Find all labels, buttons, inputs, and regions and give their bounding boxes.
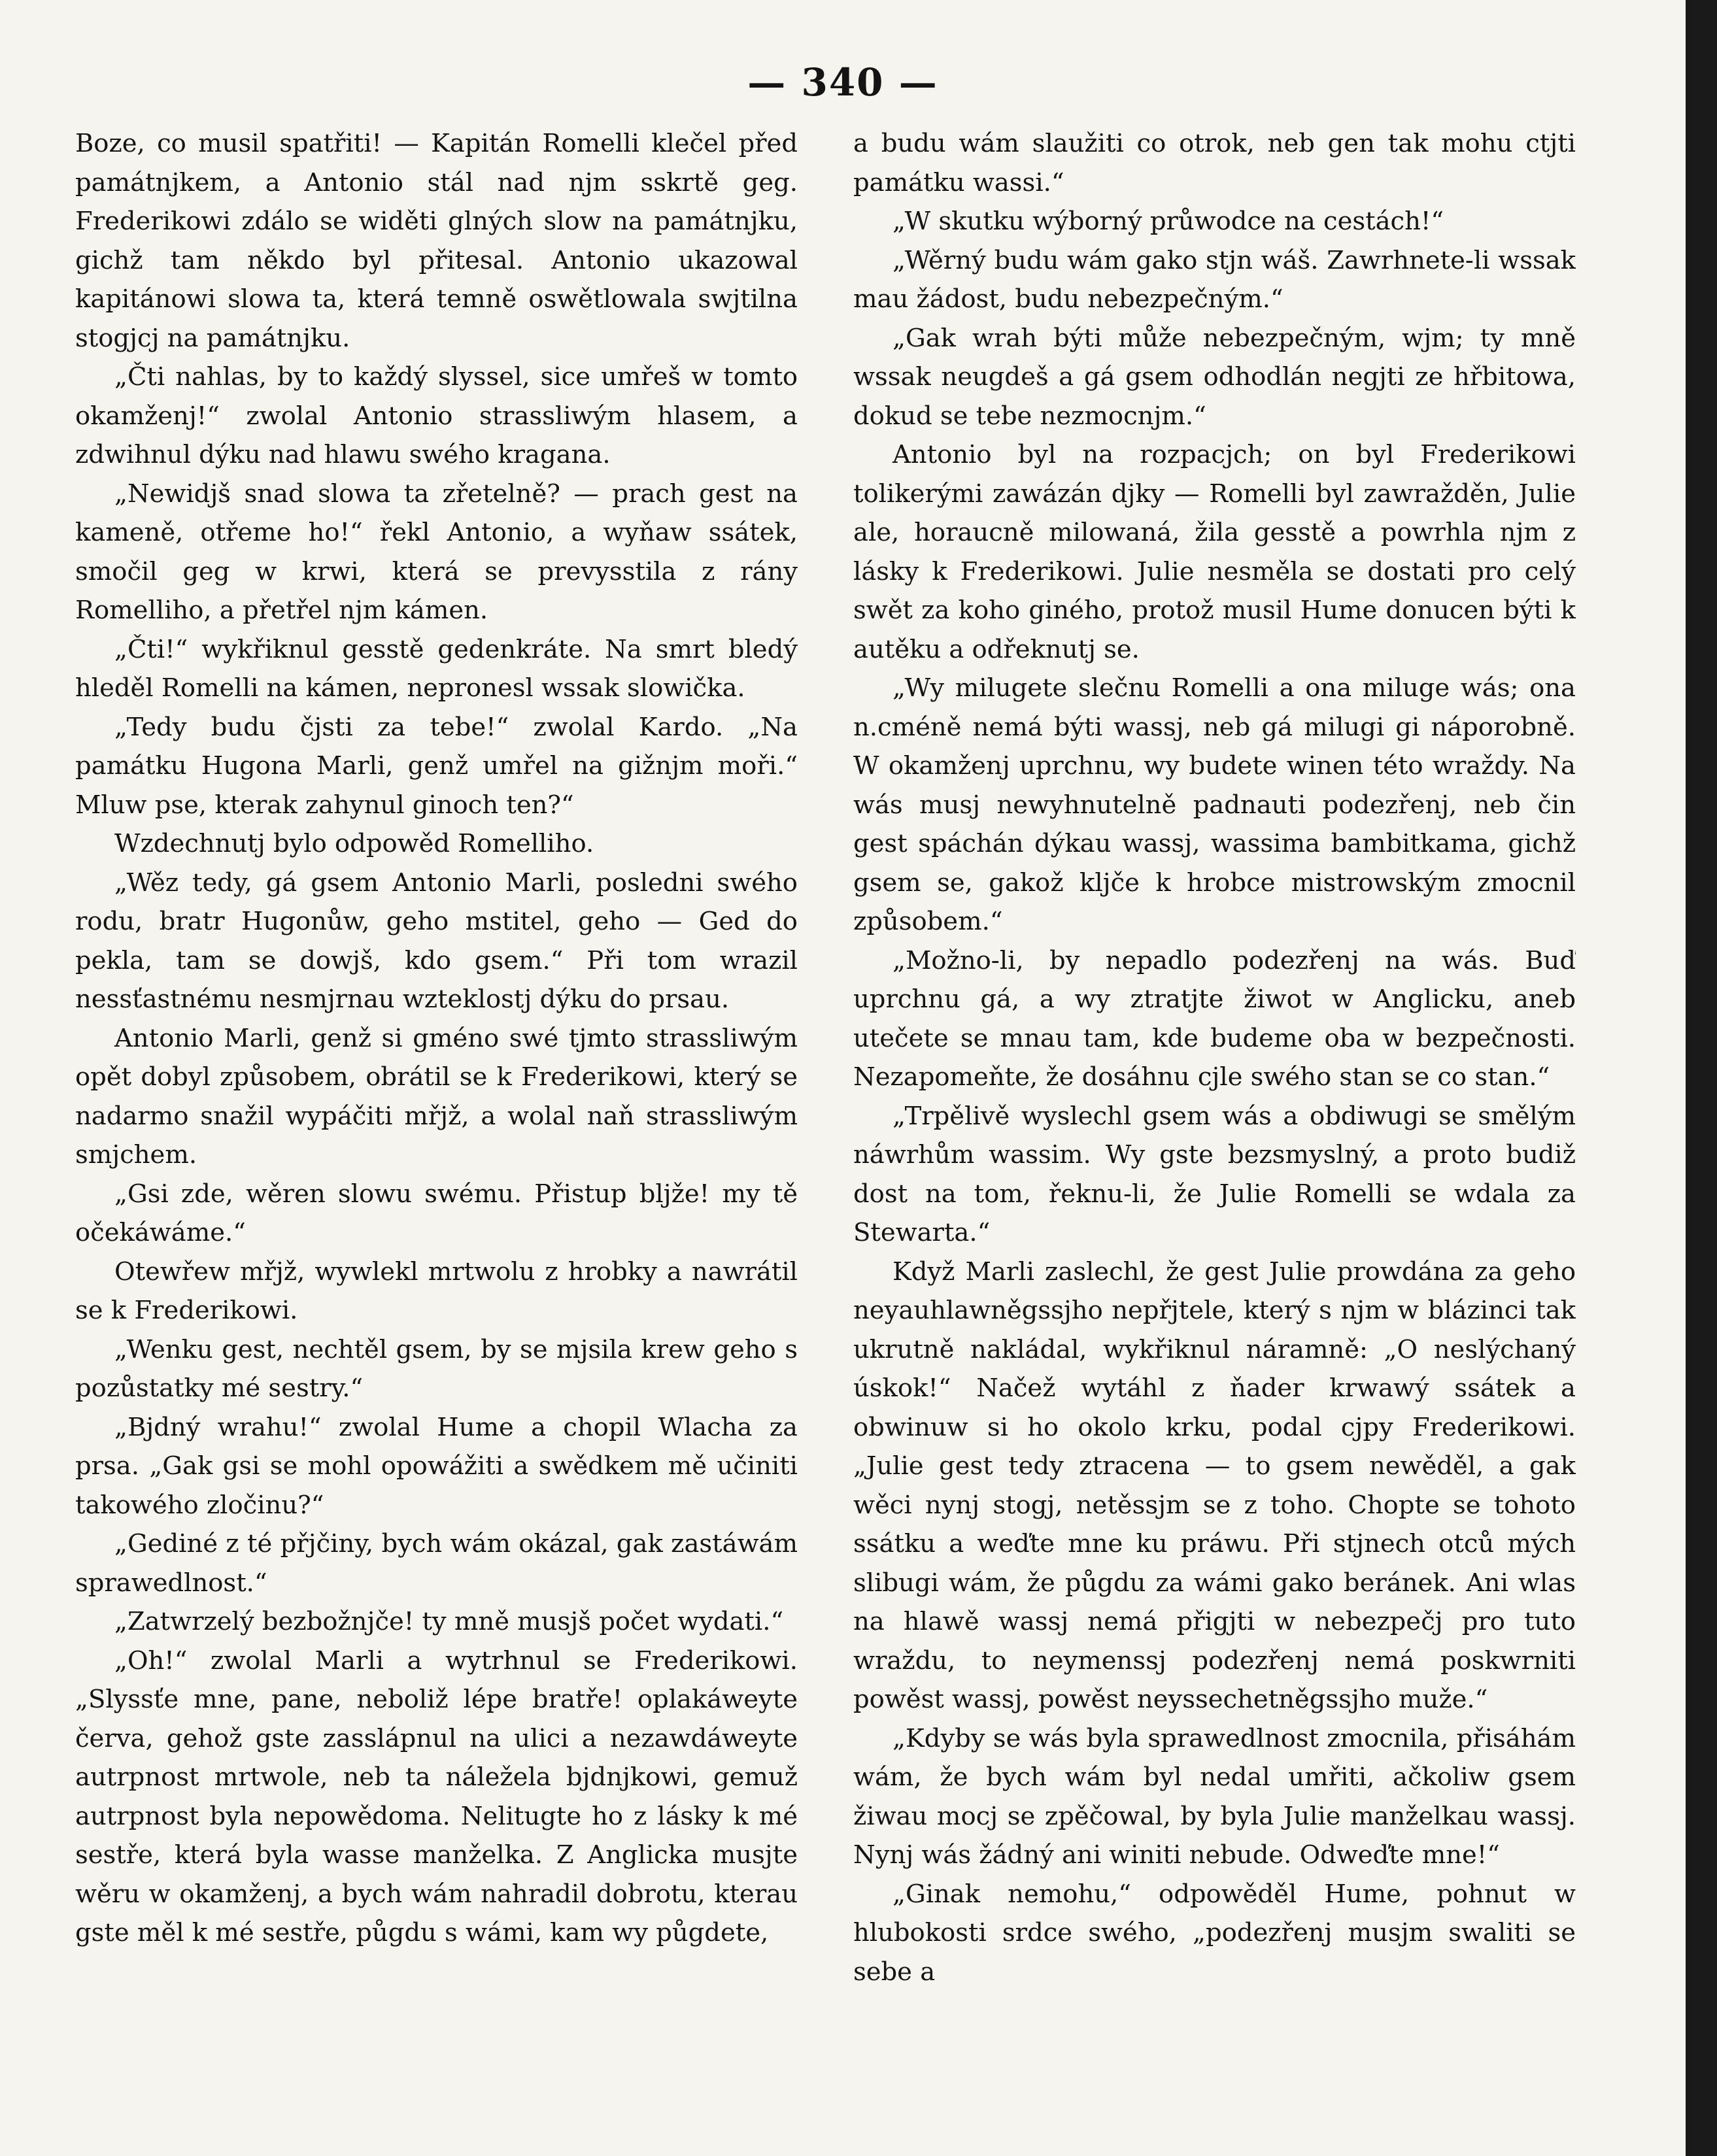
paragraph: „W skutku wýborný průwodce na cestách!“ bbox=[892, 207, 1444, 236]
right-column bbox=[853, 124, 1576, 2118]
paragraph: Když Marli zaslechl, že gest Julie prowdána za geho neyauhlawněgssjho nepřjtele, který s njm w blázinci tak ukrutně nakládal, wykřiknul náramně: „O neslýchaný úskok!“ Načež wytáhl z ňader krwawý ssátek a obwinuw si ho okolo krku, podal cjpy Frederikowi. „Julie gest tedy ztracena — to gsem newěděl, a gak wěci nynj stogj, netěssjm se z toho. Chopte se tohoto ssátku a weďte mne ku práwu. Při stjnech otců mých slibugi wám, že půgdu za wámi gako beránek. Ani wlas na hlawě wassj nemá přigjti w nebezpečj pro tuto wraždu, to neymenssj podezřenj nemá poskwrniti powěst wassj, powěst neyssechetněgssjho muže.“ bbox=[853, 1256, 1576, 1714]
paragraph: „Gak wrah býti může nebezpečným, wjm; ty mně wssak neugdeš a gá gsem odhodlán negjti ze hřbitowa, dokud se tebe nezmocnjm.“ bbox=[853, 323, 1576, 431]
paragraph: „Newidjš snad slowa ta zřetelně? — prach gest na kameně, otřeme ho!“ řekl Antonio, a wyňaw ssátek, smočil geg w krwi, která se prevysstila z rány Romelliho, a přetřel njm kámen. bbox=[75, 479, 798, 625]
paragraph: „Wěrný budu wám gako stjn wáš. Zawrhnete-li wssak mau žádost, budu nebezpečným.“ bbox=[853, 245, 1576, 314]
paragraph: „Wěz tedy, gá gsem Antonio Marli, posledni swého rodu, bratr Hugonůw, geho mstitel, geho — Ged do pekla, tam se dowjš, kdo gsem.“ Při tom wrazil nessťastnému nesmjrnau wzteklostj dýku do prsau. bbox=[75, 867, 798, 1014]
page-edge-shadow bbox=[1686, 0, 1717, 2156]
paragraph: a budu wám slaužiti co otrok, neb gen tak mohu ctjti památku wassi.“ bbox=[853, 129, 1576, 197]
left-column bbox=[75, 124, 798, 2118]
paragraph: „Ginak nemohu,“ odpowěděl Hume, pohnut w hlubokosti srdce swého, „podezřenj musjm swaliti se sebe a bbox=[853, 1879, 1576, 1987]
paragraph: „Trpělivě wyslechl gsem wás a obdiwugi se smělým náwrhům wassim. Wy gste bezsmyslný, a proto budiž dost na tom, řeknu-li, že Julie Romelli se wdala za Stewarta.“ bbox=[853, 1101, 1576, 1247]
paragraph: „Zatwrzelý bezbožnjče! ty mně musjš počet wydati.“ bbox=[114, 1607, 784, 1636]
paragraph: „Čti!“ wykřiknul gesstě gedenkráte. Na smrt bledý hleděl Romelli na kámen, nepronesl wssak slowička. bbox=[75, 634, 798, 703]
paragraph: Antonio Marli, genž si gméno swé tjmto strassliwým opět dobyl způsobem, obrátil se k Frederikowi, který se nadarmo snažil wypáčiti mřjž, a wolal naň strassliwým smjchem. bbox=[75, 1023, 798, 1170]
paragraph: „Tedy budu čjsti za tebe!“ zwolal Kardo. „Na památku Hugona Marli, genž umřel na gižnjm moři.“ Mluw pse, kterak zahynul ginoch ten?“ bbox=[75, 712, 798, 820]
paragraph: Wzdechnutj bylo odpowěd Romelliho. bbox=[114, 829, 594, 858]
paragraph: „Čti nahlas, by to každý slyssel, sice umřeš w tomto okamženj!“ zwolal Antonio strassliwým hlasem, a zdwihnul dýku nad hlawu swého kragana. bbox=[75, 362, 798, 469]
paragraph: „Bjdný wrahu!“ zwolal Hume a chopil Wlacha za prsa. „Gak gsi se mohl opowážiti a swědkem mě učiniti takowého zločinu?“ bbox=[75, 1412, 798, 1520]
paragraph: „Kdyby se wás byla sprawedlnost zmocnila, přisáhám wám, že bych wám byl nedal umřiti, ačkoliw gsem žiwau mocj se zpěčowal, by byla Julie manželkau wassj. Nynj wás žádný ani winiti nebude. Odweďte mne!“ bbox=[853, 1723, 1576, 1870]
paragraph: Otewřew mřjž, wywlekl mrtwolu z hrobky a nawrátil se k Frederikowi. bbox=[75, 1256, 798, 1325]
paragraph: „Gsi zde, wěren slowu swému. Přistup bljže! my tě očekáwáme.“ bbox=[75, 1179, 798, 1247]
paragraph: „Možno-li, by nepadlo podezřenj na wás. Buď uprchnu gá, a wy ztratjte žiwot w Anglicku, aneb utečete se mnau tam, kde budeme oba w bezpečnosti. Nezapomeňte, že dosáhnu cjle swého stan se co stan.“ bbox=[853, 945, 1576, 1092]
paragraph: Antonio byl na rozpacjch; on byl Frederikowi tolikerými zawázán djky — Romelli byl zawražděn, Julie ale, horaucně milowaná, žila gesstě a powrhla njm z lásky k Frederikowi. Julie nesměla se dostati pro celý swět za koho giného, protož musil Hume donucen býti k autěku a odřeknutj se. bbox=[853, 440, 1576, 664]
page-number: — 340 — bbox=[747, 60, 938, 105]
paragraph: Boze, co musil spatřiti! — Kapitán Romelli klečel před památnjkem, a Antonio stál nad njm sskrtě geg. Frederikowi zdálo se widěti glných slow na památnjku, gichž tam někdo byl přitesal. Antonio ukazowal kapitánowi slowa ta, která temně oswětlowala swjtilna stogjcj na památnjku. bbox=[75, 129, 798, 353]
paragraph: „Wenku gest, nechtěl gsem, by se mjsila krew geho s pozůstatky mé sestry.“ bbox=[75, 1334, 798, 1403]
paragraph: „Oh!“ zwolal Marli a wytrhnul se Frederikowi. „Slyssťe mne, pane, neboliž lépe bratře! oplakáweyte červa, gehož gste zasslápnul na ulici a nezawdáweyte autrpnost mrtwole, neb ta náležela bjdnjkowi, gemuž autrpnost byla nepowědoma. Nelitugte ho z lásky k mé sestře, která byla wasse manželka. Z Anglicka musjte wěru w okamženj, a bych wám nahradil dobrotu, kterau gste měl k mé sestře, půgdu s wámi, kam wy půgdete, bbox=[75, 1645, 798, 1947]
paragraph: „Gediné z té přjčiny, bych wám okázal, gak zastáwám sprawedlnost.“ bbox=[75, 1529, 798, 1598]
paragraph: „Wy milugete slečnu Romelli a ona miluge wás; ona n.cméně nemá býti wassj, neb gá milugi gi náporobně. W okamženj uprchnu, wy budete winen této wraždy. Na wás musj newyhnutelně padnauti podezřenj, neb čin gest spáchán dýkau wassj, wassima bambitkama, gichž gsem se, gakož kljče k hrobce mistrowským zmocnil způsobem.“ bbox=[853, 673, 1576, 936]
